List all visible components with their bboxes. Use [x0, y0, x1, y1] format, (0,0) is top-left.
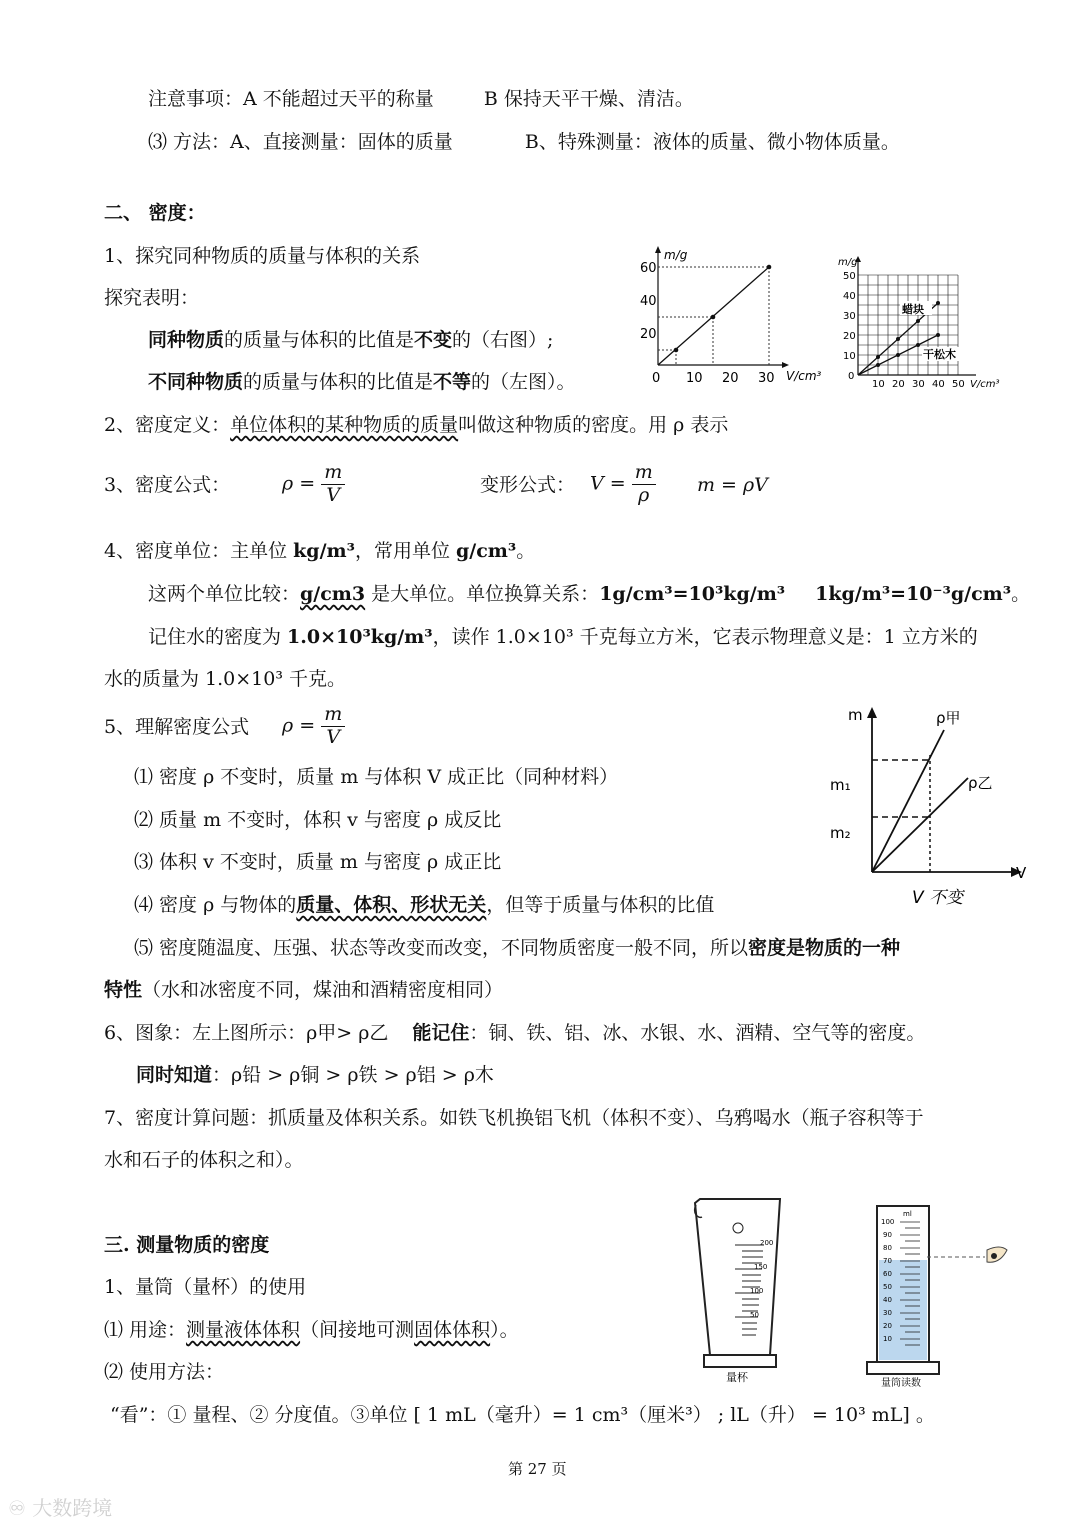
diff-b: 的质量与体积的比值是: [243, 371, 434, 393]
chart2-xtick: 20: [892, 379, 905, 390]
also-know: [136, 1064, 494, 1087]
page-number: 第 27 页: [508, 1460, 567, 1478]
s2-item1: 1、探究同种物质的质量与体积的关系: [104, 245, 421, 267]
vol-den: ρ: [638, 483, 650, 506]
chart2-xtick: 30: [912, 379, 925, 390]
cyl-tick: 70: [883, 1257, 892, 1265]
chart1-point: [767, 265, 772, 270]
density-formula: [282, 462, 345, 507]
rho-eq: ρ =: [282, 472, 316, 495]
i6-b: ρ甲> ρ乙: [306, 1022, 389, 1044]
method-a: ⑶ 方法：A、直接测量：固体的质量: [148, 131, 453, 153]
vol-fraction: [632, 462, 656, 507]
chart3-rho-b: ρ乙: [968, 774, 993, 792]
cyl-tick: 100: [881, 1218, 895, 1226]
chart1-ytick: 40: [640, 294, 657, 309]
method-line: [148, 131, 900, 154]
p4-a: ⑷ 密度 ρ 与物体的: [134, 894, 297, 916]
point-1: ⑴ 密度 ρ 不变时，质量 m 与体积 V 成正比（同种材料）: [134, 766, 619, 788]
cyl-tick: 10: [883, 1335, 892, 1343]
diff-substance-line: [148, 371, 576, 394]
unit-compare: [148, 583, 1030, 606]
vol-num: m: [632, 462, 656, 485]
note-b: B 保持天平干燥、清洁。: [483, 88, 694, 110]
use-c: （间接地可测: [300, 1319, 415, 1341]
s2-item7-cont: 水和石子的体积之和）。: [104, 1149, 304, 1171]
s3-look: “看”：① 量程、② 分度值。③单位 [ 1 mL（毫升）= 1 cm³（厘米³） ; lL（升） = 10³ mL] 。: [110, 1404, 935, 1426]
chart2-ylabel: m/g: [838, 257, 858, 268]
same-substance-line: [148, 329, 553, 352]
cyl-tick: 90: [883, 1231, 892, 1239]
i2-a: 2、密度定义：: [104, 414, 231, 436]
chart2-ytick: 0: [848, 371, 855, 382]
watermark-text: 大数跨境: [32, 1496, 113, 1520]
chart1-xtick: 20: [722, 371, 739, 386]
i4-mid: ，常用单位: [354, 540, 457, 562]
point-3: ⑶ 体积 v 不变时，质量 m 与密度 ρ 成正比: [134, 851, 502, 873]
beaker-tick: 100: [750, 1287, 764, 1295]
rho-eq-2: ρ =: [282, 714, 316, 737]
i4-u2: g/cm³: [456, 540, 517, 562]
chart2-xlabel: V/cm³: [970, 379, 1000, 390]
s3-item1: 1、量筒（量杯）的使用: [104, 1276, 307, 1298]
s2-item7: 7、密度计算问题：抓质量及体积关系。如铁飞机换铝飞机（体积不变）、乌鸦喝水（瓶子容积等于: [104, 1107, 924, 1129]
note-a: 注意事项：A 不能超过天平的称量: [148, 88, 434, 110]
beaker-caption: 量杯: [726, 1371, 748, 1384]
density-compare-chart: [820, 700, 1035, 915]
chart2-ytick: 40: [843, 291, 856, 302]
s2-item4: [104, 540, 535, 563]
diff-a: 不同种物质: [148, 371, 244, 393]
chart3-caption: V 不变: [912, 888, 964, 908]
chart3-m2: m₂: [830, 824, 851, 842]
s2-item5: 5、理解密度公式: [104, 716, 250, 738]
cmp-c: 是大单位。单位换算关系：: [365, 583, 600, 605]
use-a: ⑴ 用途：: [104, 1319, 187, 1341]
same-b: 的质量与体积的比值是: [224, 329, 415, 351]
chart1-xtick: 10: [686, 371, 703, 386]
i2-c: 叫做这种物质的密度。用 ρ 表示: [458, 414, 729, 436]
chart3-rho-a: ρ甲: [936, 709, 961, 727]
point-4: [134, 894, 714, 917]
know-a: 同时知道: [136, 1064, 213, 1086]
wax-label: 蜡块: [902, 303, 924, 316]
p4-c: ，但等于质量与体积的比值: [486, 894, 715, 916]
chart2-ytick: 50: [843, 271, 856, 282]
method-b: B、特殊测量：液体的质量、微小物体质量。: [524, 131, 900, 153]
i4-a: 4、密度单位：主单位: [104, 540, 294, 562]
formula-fraction-2: [321, 704, 345, 749]
frac2-num: m: [321, 704, 345, 727]
cmp-a: 这两个单位比较：: [148, 583, 301, 605]
cyl-tick: 60: [883, 1270, 892, 1278]
same-c: 不变: [414, 329, 453, 351]
beaker-tick: 50: [750, 1311, 759, 1319]
chart1-ylabel: m/g: [664, 248, 688, 262]
chart2-xtick: 50: [952, 379, 965, 390]
p4-b: 质量、体积、形状无关: [296, 894, 487, 916]
cyl-caption: 量筒读数: [881, 1378, 921, 1389]
i6-a: 6、图象：左上图所示：: [104, 1022, 307, 1044]
watermark: [8, 1492, 112, 1521]
cyl-tick: 30: [883, 1309, 892, 1317]
chart2-xtick: 10: [872, 379, 885, 390]
s2-item3-label: 3、密度公式：: [104, 474, 231, 496]
s3-use: [104, 1319, 519, 1342]
water-density-cont: 水的质量为 1.0×10³ 千克。: [104, 668, 347, 690]
wax-pine-chart: [836, 255, 1016, 395]
note-line: [148, 88, 694, 111]
chart1-xtick: 30: [758, 371, 775, 386]
p5-b: 密度是物质的一种: [748, 937, 901, 959]
v-eq: V =: [590, 472, 626, 495]
water-density: [148, 626, 978, 649]
know-b: ：ρ铅 > ρ铜 > ρ铁 > ρ铝 > ρ木: [212, 1064, 494, 1086]
graduated-cylinder: [865, 1200, 1025, 1390]
water-a: 记住水的密度为: [148, 626, 288, 648]
diff-c: 不等: [433, 371, 472, 393]
same-a: 同种物质: [148, 329, 225, 351]
water-b: 1.0×10³kg/m³: [287, 626, 433, 648]
i4-u1: kg/m³: [293, 540, 355, 562]
cyl-tick: 20: [883, 1322, 892, 1330]
use-d: 固体体积: [414, 1319, 491, 1341]
chart3-m: m: [848, 706, 863, 724]
section-2-title: 二、 密度：: [104, 202, 206, 224]
p5-d: （水和冰密度不同，煤油和酒精密度相同）: [142, 979, 504, 1001]
transform-label: 变形公式：: [480, 474, 576, 496]
cmp-f: 。: [1011, 583, 1031, 605]
cmp-d: 1g/cm³=10³kg/m³: [599, 583, 786, 605]
rho-a-line: [872, 730, 944, 872]
chart1-point: [674, 348, 679, 353]
s2-item2: [104, 414, 728, 437]
diff-d: 的（左图）。: [471, 371, 576, 393]
beaker-tick: 150: [754, 1263, 768, 1271]
point-2: ⑵ 质量 m 不变时，体积 v 与密度 ρ 成反比: [134, 809, 502, 831]
cyl-tick: 80: [883, 1244, 892, 1252]
s2-item6: [104, 1022, 925, 1045]
eye-icon: [987, 1247, 1007, 1262]
chart1-xlabel: V/cm³: [786, 369, 822, 383]
same-d: 的（右图）;: [452, 329, 554, 351]
i2-b: 单位体积的某种物质的质量: [230, 414, 459, 436]
cmp-b: g/cm3: [300, 583, 366, 605]
mass-formula: m = ρV: [697, 474, 768, 496]
i6-c: 能记住: [412, 1022, 470, 1044]
pine-label: 干松木: [923, 348, 956, 361]
chart1-ytick: 20: [640, 327, 657, 342]
i4-end: 。: [516, 540, 536, 562]
frac-den: V: [326, 483, 341, 506]
mass-volume-chart: [636, 245, 826, 390]
chart1-ytick: 60: [640, 261, 657, 276]
chart1-xtick: 0: [652, 371, 661, 386]
water-c: ，读作 1.0×10³ 千克每立方米，它表示物理意义是：1 立方米的: [432, 626, 978, 648]
use-b: 测量液体体积: [186, 1319, 301, 1341]
i6-d: ：铜、铁、铝、冰、水银、水、酒精、空气等的密度。: [469, 1022, 926, 1044]
chart3-V: V: [1016, 864, 1027, 882]
section-3-title: 三. 测量物质的密度: [104, 1234, 270, 1256]
formula-fraction: [321, 462, 345, 507]
p5-c: 特性: [104, 979, 143, 1001]
beaker-tick: 200: [760, 1239, 774, 1247]
measuring-cup: [690, 1195, 790, 1387]
rho-b-line: [872, 778, 968, 872]
chart2-ytick: 10: [843, 351, 856, 362]
volume-formula: [590, 462, 656, 507]
p5-a: ⑸ 密度随温度、压强、状态等改变而改变，不同物质密度一般不同，所以: [134, 937, 749, 959]
cyl-tick: 50: [883, 1283, 892, 1291]
chart3-m1: m₁: [830, 776, 851, 794]
frac2-den: V: [326, 725, 341, 748]
cmp-e: 1kg/m³=10⁻³g/cm³: [815, 583, 1012, 605]
point-5-cont: [104, 979, 503, 1002]
chart1-point: [711, 315, 716, 320]
use-e: ）。: [490, 1319, 519, 1341]
cyl-unit: ml: [903, 1210, 912, 1218]
chart2-ytick: 30: [843, 311, 856, 322]
chart2-xtick: 40: [932, 379, 945, 390]
s3-method: ⑵ 使用方法：: [104, 1361, 225, 1383]
chart2-ytick: 20: [843, 331, 856, 342]
s2-item1-show: 探究表明：: [104, 287, 200, 309]
watermark-logo-icon: ♾: [8, 1496, 26, 1520]
frac-num: m: [321, 462, 345, 485]
point-5: [134, 937, 900, 960]
density-formula-2: [282, 704, 345, 749]
cyl-tick: 40: [883, 1296, 892, 1304]
